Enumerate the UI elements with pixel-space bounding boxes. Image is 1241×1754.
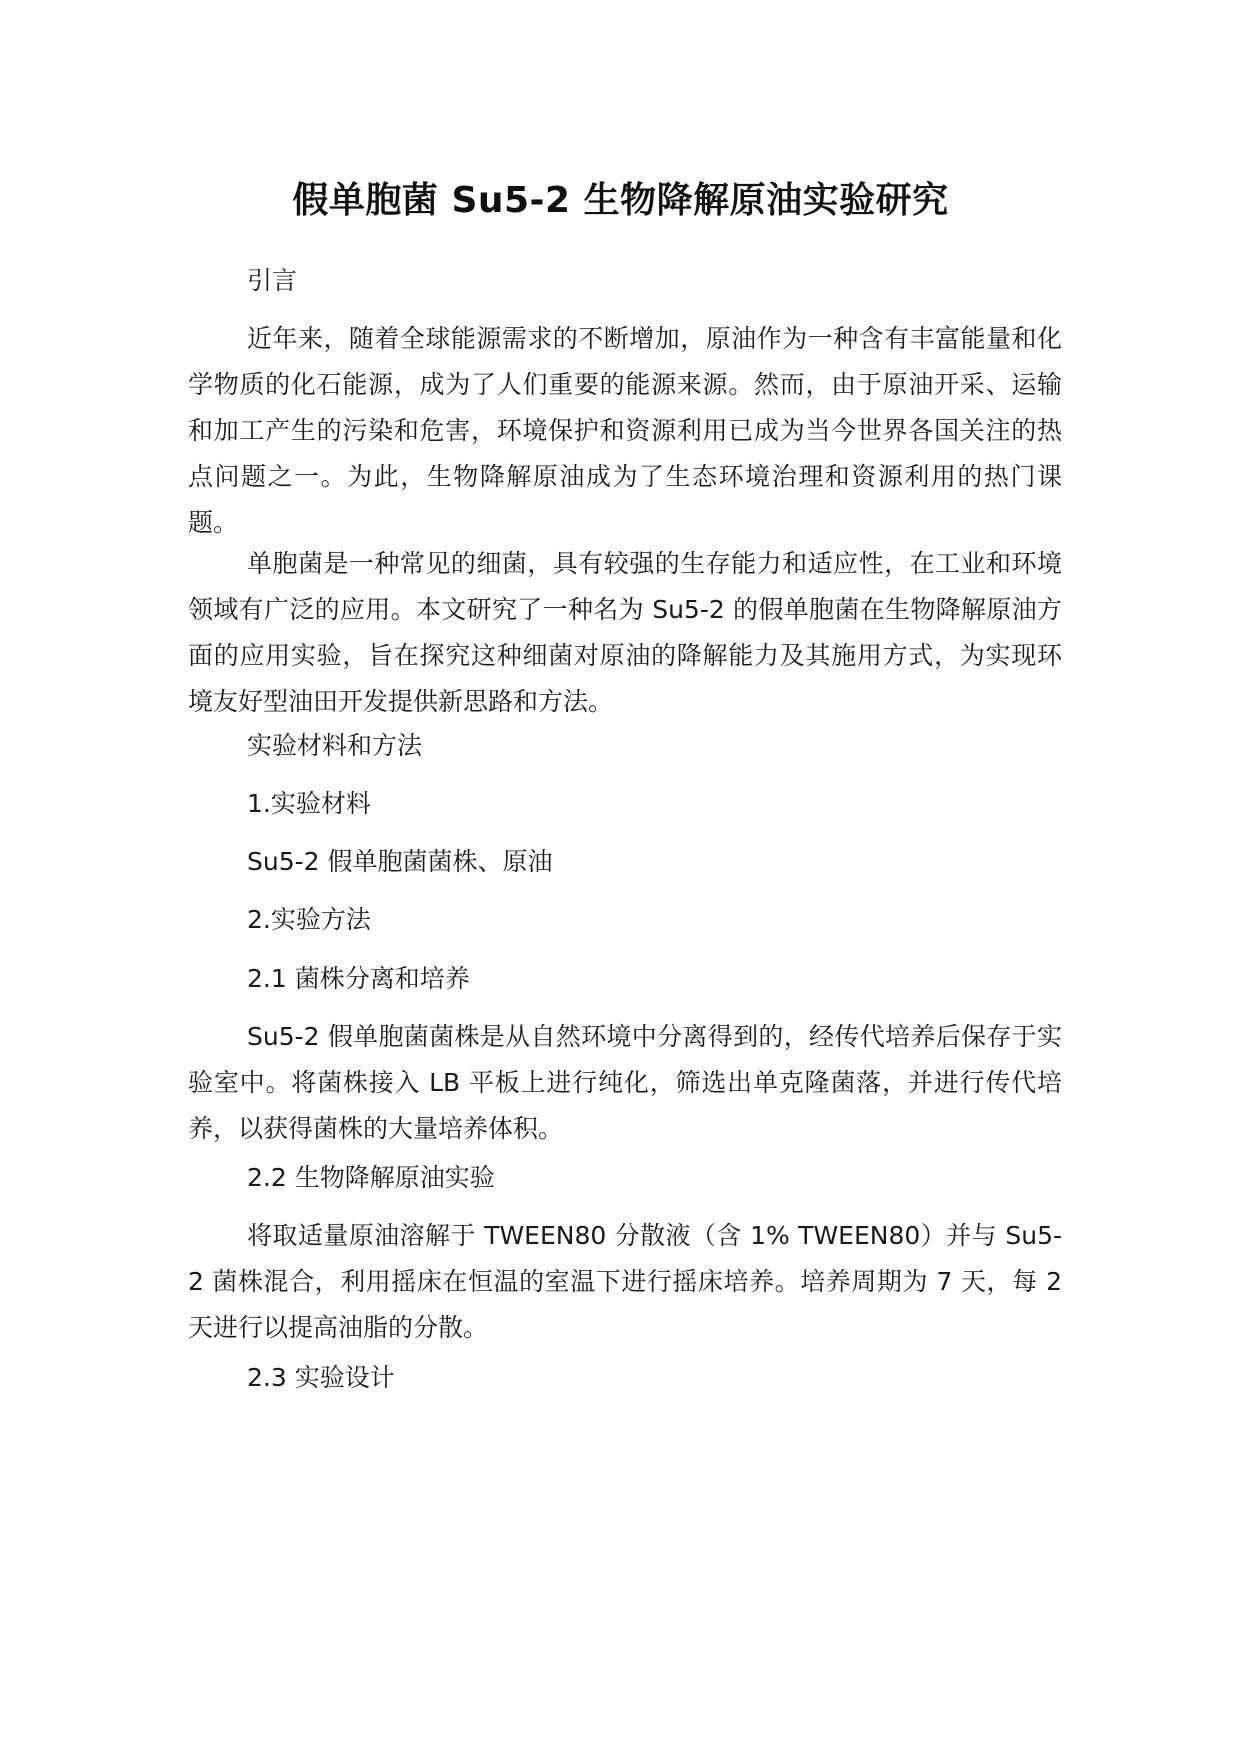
materials-text: Su5-2 假单胞菌菌株、原油 — [247, 847, 553, 876]
intro-paragraph-2: 单胞菌是一种常见的细菌，具有较强的生存能力和适应性，在工业和环境领域有广泛的应用。本文研究了一种名为 Su5-2 的假单胞菌在生物降解原油方面的应用实验，旨在探究这种细菌对原油的降解能力及其施用方式，为实现环境友好型油田开发提供新思路和方法。 — [188, 549, 1062, 716]
section-2-2-heading: 2.2 生物降解原油实验 — [247, 1163, 495, 1192]
intro-heading: 引言 — [247, 266, 298, 295]
document-title: 假单胞菌 Su5-2 生物降解原油实验研究 — [292, 180, 949, 221]
section-2-2-paragraph: 将取适量原油溶解于 TWEEN80 分散液（含 1% TWEEN80）并与 Su5-2 菌株混合，利用摇床在恒温的室温下进行摇床培养。培养周期为 7 天，每 2 天进行以提高油脂的分散。 — [188, 1221, 1062, 1342]
materials-heading: 1.实验材料 — [247, 789, 371, 818]
intro-paragraph-1: 近年来，随着全球能源需求的不断增加，原油作为一种含有丰富能量和化学物质的化石能源，成为了人们重要的能源来源。然而，由于原油开采、运输和加工产生的污染和危害，环境保护和资源利用已成为当今世界各国关注的热点问题之一。为此，生物降解原油成为了生态环境治理和资源利用的热门课题。 — [188, 324, 1062, 537]
methods-subheading: 2.实验方法 — [247, 905, 371, 934]
section-2-3-heading: 2.3 实验设计 — [247, 1363, 395, 1392]
methods-heading: 实验材料和方法 — [247, 731, 423, 760]
section-2-1-paragraph: Su5-2 假单胞菌菌株是从自然环境中分离得到的，经传代培养后保存于实验室中。将菌株接入 LB 平板上进行纯化，筛选出单克隆菌落，并进行传代培养，以获得菌株的大量培养体积。 — [188, 1022, 1062, 1143]
section-2-1-heading: 2.1 菌株分离和培养 — [247, 964, 470, 993]
